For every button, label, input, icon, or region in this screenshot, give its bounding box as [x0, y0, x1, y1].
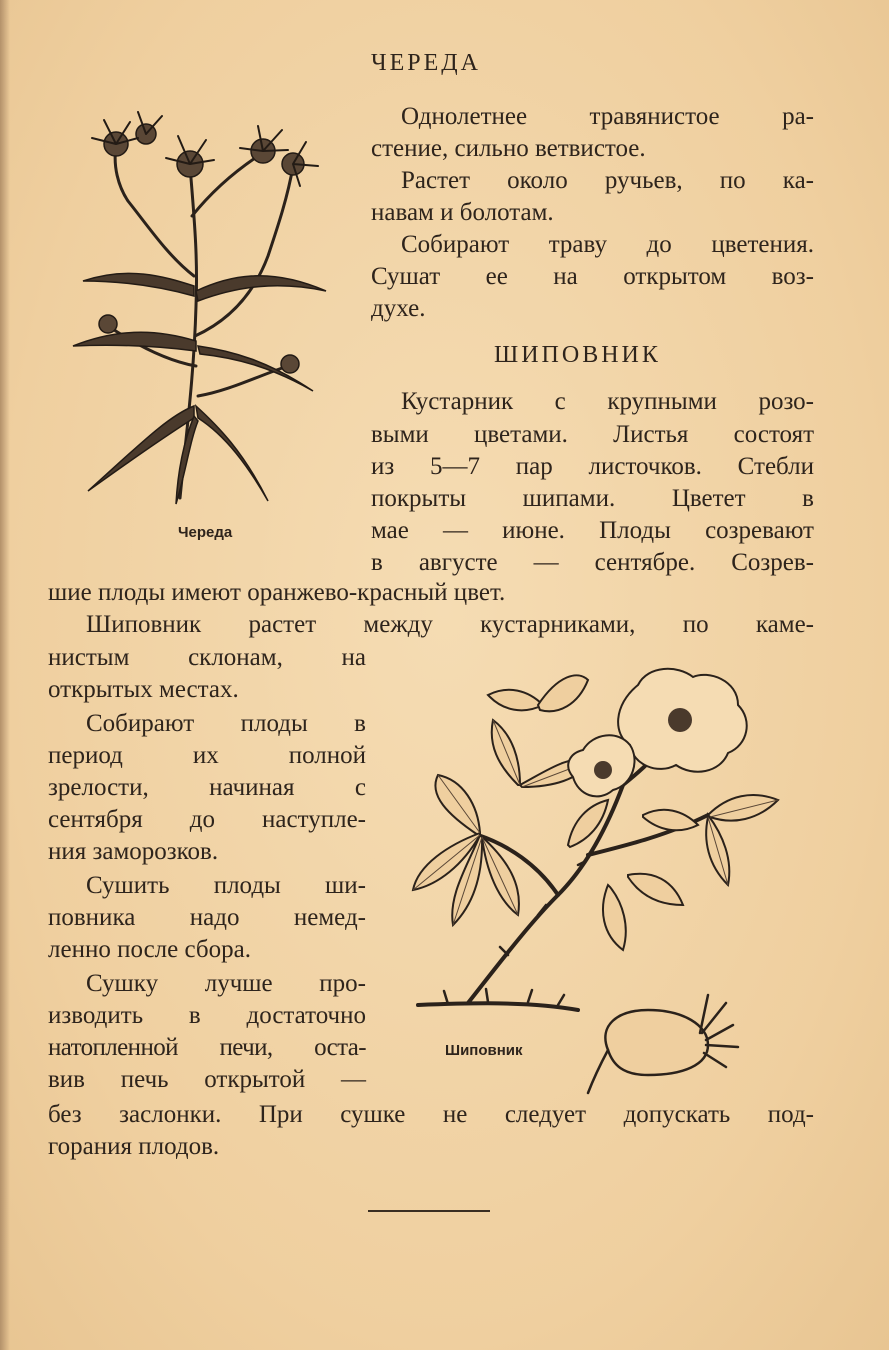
- shipovnik-line-7: шие плоды имеют оранжево-красный цвет.: [48, 579, 506, 606]
- chereda-line-1: Однолетнее травянистое ра-: [401, 103, 814, 130]
- chereda-line-4: навам и болотам.: [371, 199, 554, 226]
- chereda-line-3: Растет около ручьев, по ка-: [401, 167, 814, 194]
- shipovnik-left-line-8: Сушить плоды ши-: [86, 872, 366, 899]
- shipovnik-left-line-13: натопленной печи, оста-: [48, 1034, 366, 1061]
- chereda-illustration: [68, 106, 338, 506]
- chereda-line-7: духе.: [371, 295, 426, 322]
- shipovnik-left-line-4: период их полной: [48, 742, 366, 769]
- shipovnik-left-line-7: ния заморозков.: [48, 838, 219, 865]
- shipovnik-line-3: из 5—7 пар листочков. Стебли: [371, 453, 814, 480]
- shipovnik-line-bottom-2: горания плодов.: [48, 1133, 220, 1160]
- chereda-line-5: Собирают траву до цветения.: [401, 231, 814, 258]
- shipovnik-line-8: Шиповник растет между кустарниками, по каме-: [86, 611, 814, 638]
- shipovnik-title: ШИПОВНИК: [494, 342, 661, 368]
- shipovnik-left-line-11: Сушку лучше про-: [86, 970, 366, 997]
- shipovnik-line-6: в августе — сентябре. Созрев-: [371, 549, 814, 576]
- shipovnik-line-5: мае — июне. Плоды созревают: [371, 517, 814, 544]
- chereda-line-2: стение, сильно ветвистое.: [371, 135, 646, 162]
- chereda-caption: Череда: [178, 524, 233, 541]
- section-divider: [368, 1210, 490, 1212]
- shipovnik-left-line-10: ленно после сбора.: [48, 936, 251, 963]
- shipovnik-left-line-14: вив печь открытой —: [48, 1066, 366, 1093]
- shipovnik-line-1: Кустарник с крупными розо-: [401, 388, 814, 415]
- shipovnik-line-2: выми цветами. Листья состоят: [371, 421, 814, 448]
- shipovnik-left-line-2: открытых местах.: [48, 676, 239, 703]
- shipovnik-left-line-12: изводить в достаточно: [48, 1002, 366, 1029]
- shipovnik-left-line-3: Собирают плоды в: [86, 710, 366, 737]
- shipovnik-caption: Шиповник: [445, 1042, 523, 1059]
- shipovnik-line-4: покрыты шипами. Цветет в: [371, 485, 814, 512]
- shipovnik-line-bottom-1: без заслонки. При сушке не следует допускать под-: [48, 1101, 814, 1128]
- shipovnik-left-line-6: сентября до наступле-: [48, 806, 366, 833]
- chereda-title: ЧЕРЕДА: [371, 50, 481, 76]
- shipovnik-illustration: [408, 665, 803, 1095]
- chereda-line-6: Сушат ее на открытом воз-: [371, 263, 814, 290]
- shipovnik-left-line-5: зрелости, начиная с: [48, 774, 366, 801]
- shipovnik-left-line-9: повника надо немед-: [48, 904, 366, 931]
- shipovnik-left-line-1: нистым склонам, на: [48, 644, 366, 671]
